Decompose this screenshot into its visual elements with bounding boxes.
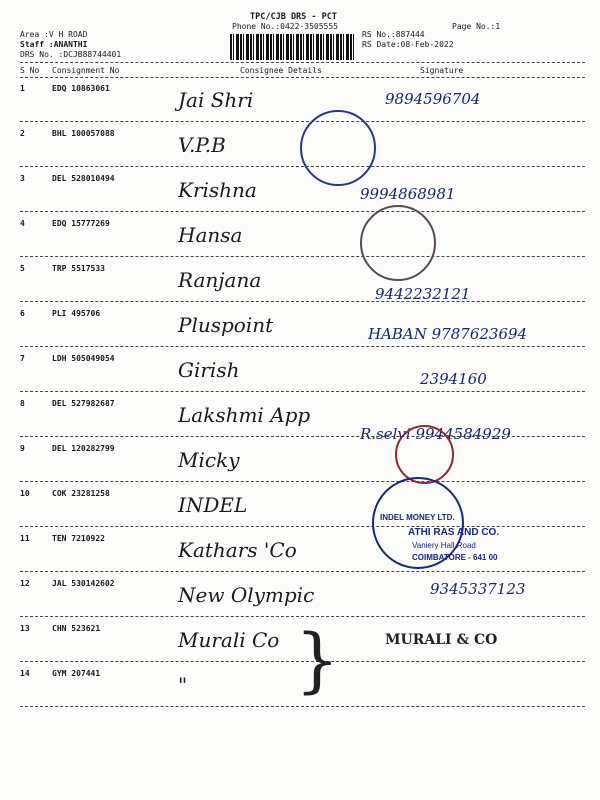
row-sno: 13: [20, 624, 30, 633]
row-signature: MURALI & CO: [385, 632, 498, 648]
row-sno: 6: [20, 309, 25, 318]
row-divider: [20, 346, 585, 347]
drs-number: DRS No. :DCJB88744401: [20, 50, 122, 59]
row-signature: 2394160: [420, 370, 487, 388]
row-divider: [20, 571, 585, 572]
row-sno: 9: [20, 444, 25, 453]
row-divider: [20, 436, 585, 437]
row-consignee-handwritten: INDEL: [178, 493, 248, 517]
row-consignee-handwritten: Micky: [178, 448, 240, 472]
row-consignee-handwritten: Kathars 'Co: [178, 538, 297, 562]
round-stamp-3: [395, 425, 454, 484]
row-consignment-no: COK 23281258: [52, 489, 110, 498]
row-consignee-handwritten: Krishna: [178, 178, 257, 202]
row-consignee-handwritten: Lakshmi App: [178, 403, 311, 427]
row-sno: 2: [20, 129, 25, 138]
row-sno: 14: [20, 669, 30, 678]
row-consignment-no: EDQ 15777269: [52, 219, 110, 228]
row-consignment-no: TRP 5517533: [52, 264, 105, 273]
row-sno: 3: [20, 174, 25, 183]
row-consignee-handwritten: Jai Shri: [178, 88, 254, 112]
round-stamp-1: [300, 110, 376, 186]
row-consignment-no: DEL 527982687: [52, 399, 115, 408]
row-signature: 9894596704: [385, 90, 481, 108]
row-consignment-no: DEL 120282799: [52, 444, 115, 453]
row-divider: [20, 121, 585, 122]
row-consignee-handwritten: Murali Co: [178, 628, 280, 652]
row-sno: 10: [20, 489, 30, 498]
page-number: Page No.:1: [452, 22, 501, 31]
row-consignment-no: EDQ 10863061: [52, 84, 110, 93]
row-consignment-no: JAL 530142602: [52, 579, 115, 588]
row-consignment-no: PLI 495706: [52, 309, 101, 318]
row-signature: 9345337123: [430, 580, 526, 598]
row-divider: [20, 526, 585, 527]
row-consignment-no: BHL 100057088: [52, 129, 115, 138]
row-sno: 12: [20, 579, 30, 588]
firm-stamp-address: Vaniery Hall Road: [412, 541, 476, 550]
row-consignee-handwritten: Pluspoint: [178, 313, 274, 337]
firm-stamp-city: COIMBATORE - 641 00: [412, 553, 498, 562]
header-divider-bottom: [20, 77, 585, 78]
brace-mark: }: [295, 619, 340, 701]
row-signature: 9994868981: [360, 185, 456, 203]
row-divider: [20, 391, 585, 392]
row-signature: R.selvi 9944584929: [360, 425, 511, 443]
row-sno: 4: [20, 219, 25, 228]
row-divider: [20, 256, 585, 257]
row-consignee-handwritten: New Olympic: [178, 583, 315, 607]
row-consignee-handwritten: Hansa: [178, 223, 243, 247]
row-divider: [20, 211, 585, 212]
phone-number: Phone No.:0422-3505555: [232, 22, 338, 31]
document-title: TPC/CJB DRS - PCT: [250, 12, 337, 22]
row-consignment-no: CHN 523621: [52, 624, 101, 633]
barcode: [230, 34, 355, 60]
col-consignee: Consignee Details: [240, 66, 322, 75]
row-consignee-handwritten: Girish: [178, 358, 240, 382]
area-label: Area :V H ROAD: [20, 30, 88, 39]
row-sno: 11: [20, 534, 30, 543]
row-sno: 1: [20, 84, 25, 93]
col-sno: S No: [20, 66, 40, 75]
row-signature: HABAN 9787623694: [368, 325, 528, 343]
col-consignment: Consignment No: [52, 66, 120, 75]
row-consignee-handwritten: ": [178, 673, 188, 697]
row-consignee-handwritten: Ranjana: [178, 268, 262, 292]
row-divider: [20, 706, 585, 707]
col-signature: Signature: [420, 66, 464, 75]
header-divider-top: [20, 62, 585, 63]
indel-stamp-text: INDEL MONEY LTD.: [380, 513, 455, 522]
round-stamp-2: [360, 205, 436, 281]
row-sno: 7: [20, 354, 25, 363]
rs-number: RS No.:887444: [362, 30, 425, 39]
row-signature: 9442232121: [375, 285, 471, 303]
row-consignment-no: LDH 505049054: [52, 354, 115, 363]
row-divider: [20, 481, 585, 482]
row-consignee-handwritten: V.P.B: [178, 133, 226, 157]
staff-label: Staff :ANANTHI: [20, 40, 88, 49]
firm-stamp-name: ATHI RAS AND CO.: [408, 527, 500, 538]
row-sno: 5: [20, 264, 25, 273]
row-consignment-no: DEL 528010494: [52, 174, 115, 183]
row-divider: [20, 166, 585, 167]
row-sno: 8: [20, 399, 25, 408]
row-divider: [20, 301, 585, 302]
row-consignment-no: TEN 7210922: [52, 534, 105, 543]
row-divider: [20, 616, 585, 617]
rs-date: RS Date:08-Feb-2022: [362, 40, 454, 49]
row-consignment-no: GYM 207441: [52, 669, 101, 678]
